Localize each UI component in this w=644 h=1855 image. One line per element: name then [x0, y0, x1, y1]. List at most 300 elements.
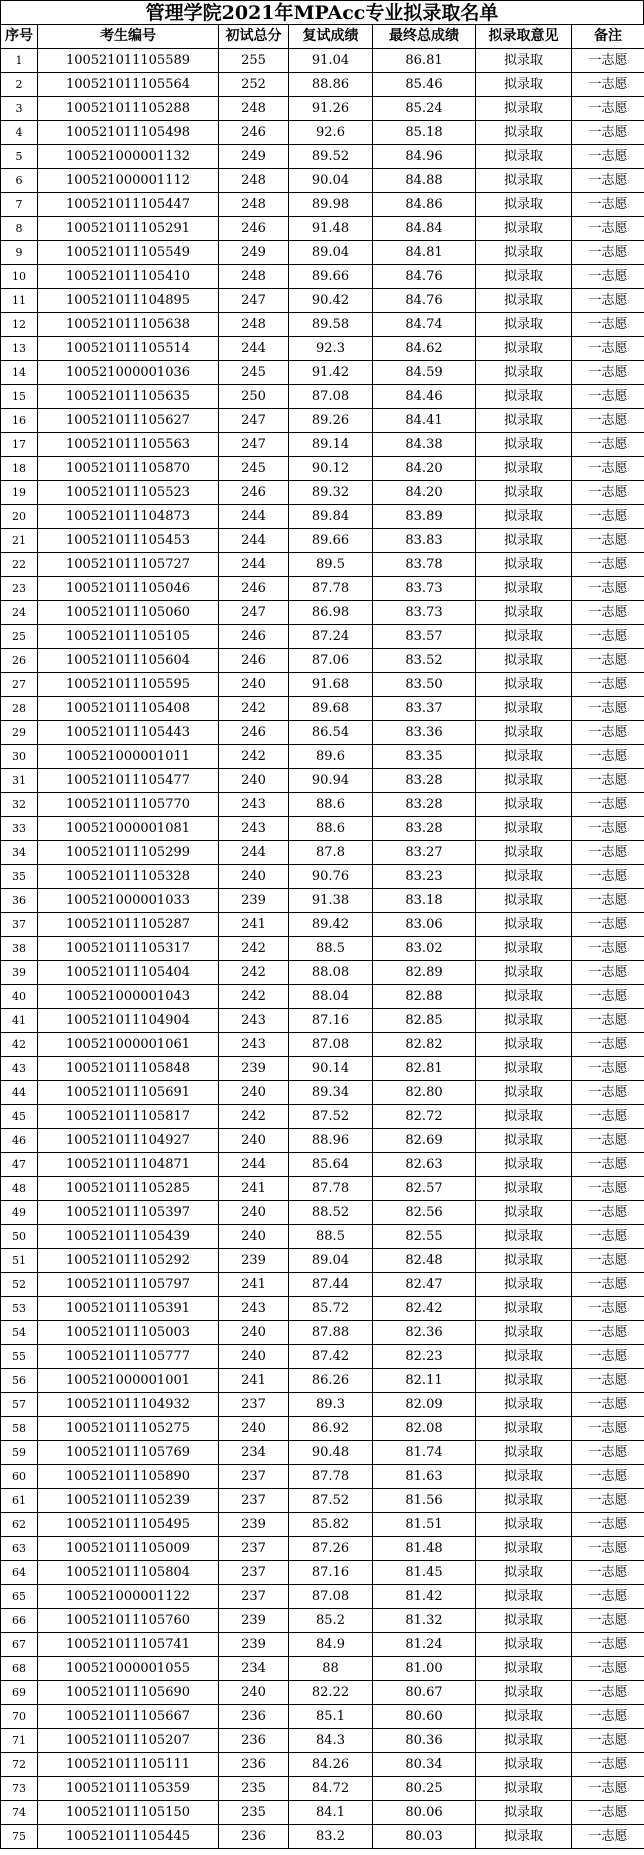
cell-admission-opinion: 拟录取	[476, 1321, 572, 1345]
cell-seq: 42	[1, 1033, 38, 1057]
cell-retest-score: 88.96	[289, 1129, 373, 1153]
cell-candidate-id: 100521011104927	[38, 1129, 219, 1153]
cell-seq: 71	[1, 1729, 38, 1753]
cell-retest-score: 87.78	[289, 1177, 373, 1201]
cell-seq: 72	[1, 1753, 38, 1777]
table-row	[1, 817, 644, 841]
cell-seq: 18	[1, 457, 38, 481]
cell-retest-score: 90.42	[289, 289, 373, 313]
cell-remarks: 一志愿	[572, 1057, 644, 1081]
cell-prelim-score: 240	[219, 1417, 289, 1441]
cell-candidate-id: 100521000001011	[38, 745, 219, 769]
cell-seq: 35	[1, 865, 38, 889]
cell-seq: 15	[1, 385, 38, 409]
cell-admission-opinion: 拟录取	[476, 1513, 572, 1537]
cell-remarks: 一志愿	[572, 1393, 644, 1417]
cell-remarks: 一志愿	[572, 601, 644, 625]
cell-prelim-score: 247	[219, 289, 289, 313]
table-row	[1, 1153, 644, 1177]
cell-candidate-id: 100521011105003	[38, 1321, 219, 1345]
cell-final-score: 82.63	[373, 1153, 476, 1177]
cell-admission-opinion: 拟录取	[476, 1225, 572, 1249]
cell-retest-score: 89.98	[289, 193, 373, 217]
cell-seq: 74	[1, 1801, 38, 1825]
cell-remarks: 一志愿	[572, 913, 644, 937]
cell-admission-opinion: 拟录取	[476, 1561, 572, 1585]
cell-candidate-id: 100521000001055	[38, 1657, 219, 1681]
cell-prelim-score: 246	[219, 649, 289, 673]
cell-remarks: 一志愿	[572, 841, 644, 865]
cell-retest-score: 86.54	[289, 721, 373, 745]
cell-final-score: 84.74	[373, 313, 476, 337]
cell-admission-opinion: 拟录取	[476, 73, 572, 97]
table-row	[1, 1417, 644, 1441]
table-row	[1, 889, 644, 913]
cell-seq: 55	[1, 1345, 38, 1369]
cell-remarks: 一志愿	[572, 1729, 644, 1753]
cell-final-score: 85.18	[373, 121, 476, 145]
cell-final-score: 82.85	[373, 1009, 476, 1033]
cell-prelim-score: 252	[219, 73, 289, 97]
cell-final-score: 82.23	[373, 1345, 476, 1369]
cell-admission-opinion: 拟录取	[476, 145, 572, 169]
cell-retest-score: 85.82	[289, 1513, 373, 1537]
cell-retest-score: 92.6	[289, 121, 373, 145]
table-row	[1, 529, 644, 553]
header-final-score: 最终总成绩	[373, 25, 476, 49]
table-row	[1, 169, 644, 193]
table-row	[1, 1081, 644, 1105]
cell-candidate-id: 100521000001001	[38, 1369, 219, 1393]
cell-admission-opinion: 拟录取	[476, 1585, 572, 1609]
cell-retest-score: 90.48	[289, 1441, 373, 1465]
table-row	[1, 1345, 644, 1369]
table-row	[1, 1657, 644, 1681]
cell-retest-score: 89.58	[289, 313, 373, 337]
cell-candidate-id: 100521000001081	[38, 817, 219, 841]
cell-remarks: 一志愿	[572, 433, 644, 457]
cell-candidate-id: 100521011105447	[38, 193, 219, 217]
table-row	[1, 145, 644, 169]
cell-prelim-score: 244	[219, 553, 289, 577]
cell-retest-score: 90.12	[289, 457, 373, 481]
cell-final-score: 83.28	[373, 817, 476, 841]
cell-admission-opinion: 拟录取	[476, 841, 572, 865]
cell-retest-score: 88.52	[289, 1201, 373, 1225]
cell-retest-score: 89.42	[289, 913, 373, 937]
cell-remarks: 一志愿	[572, 1825, 644, 1849]
cell-remarks: 一志愿	[572, 1201, 644, 1225]
table-row	[1, 961, 644, 985]
cell-seq: 50	[1, 1225, 38, 1249]
cell-remarks: 一志愿	[572, 529, 644, 553]
cell-remarks: 一志愿	[572, 289, 644, 313]
cell-remarks: 一志愿	[572, 577, 644, 601]
cell-remarks: 一志愿	[572, 673, 644, 697]
cell-final-score: 85.46	[373, 73, 476, 97]
cell-admission-opinion: 拟录取	[476, 721, 572, 745]
cell-admission-opinion: 拟录取	[476, 961, 572, 985]
cell-retest-score: 87.78	[289, 1465, 373, 1489]
cell-retest-score: 90.94	[289, 769, 373, 793]
cell-admission-opinion: 拟录取	[476, 1705, 572, 1729]
cell-admission-opinion: 拟录取	[476, 1393, 572, 1417]
cell-seq: 19	[1, 481, 38, 505]
cell-admission-opinion: 拟录取	[476, 913, 572, 937]
cell-final-score: 81.00	[373, 1657, 476, 1681]
cell-prelim-score: 236	[219, 1705, 289, 1729]
cell-candidate-id: 100521000001036	[38, 361, 219, 385]
cell-seq: 47	[1, 1153, 38, 1177]
cell-candidate-id: 100521000001033	[38, 889, 219, 913]
cell-candidate-id: 100521011105523	[38, 481, 219, 505]
cell-admission-opinion: 拟录取	[476, 649, 572, 673]
cell-admission-opinion: 拟录取	[476, 409, 572, 433]
table-row	[1, 385, 644, 409]
table-row	[1, 625, 644, 649]
cell-seq: 48	[1, 1177, 38, 1201]
cell-seq: 11	[1, 289, 38, 313]
cell-prelim-score: 246	[219, 121, 289, 145]
cell-prelim-score: 240	[219, 1225, 289, 1249]
cell-final-score: 83.73	[373, 577, 476, 601]
cell-admission-opinion: 拟录取	[476, 433, 572, 457]
cell-admission-opinion: 拟录取	[476, 1201, 572, 1225]
cell-final-score: 83.89	[373, 505, 476, 529]
cell-candidate-id: 100521011104932	[38, 1393, 219, 1417]
cell-candidate-id: 100521011105498	[38, 121, 219, 145]
cell-seq: 37	[1, 913, 38, 937]
cell-final-score: 84.41	[373, 409, 476, 433]
cell-retest-score: 91.42	[289, 361, 373, 385]
cell-prelim-score: 244	[219, 529, 289, 553]
cell-seq: 44	[1, 1081, 38, 1105]
cell-retest-score: 89.66	[289, 265, 373, 289]
cell-seq: 67	[1, 1633, 38, 1657]
cell-retest-score: 89.34	[289, 1081, 373, 1105]
cell-candidate-id: 100521011105477	[38, 769, 219, 793]
cell-prelim-score: 234	[219, 1441, 289, 1465]
cell-prelim-score: 240	[219, 865, 289, 889]
cell-retest-score: 86.98	[289, 601, 373, 625]
cell-candidate-id: 100521000001061	[38, 1033, 219, 1057]
cell-seq: 21	[1, 529, 38, 553]
cell-prelim-score: 245	[219, 361, 289, 385]
cell-admission-opinion: 拟录取	[476, 793, 572, 817]
table-row	[1, 1129, 644, 1153]
cell-remarks: 一志愿	[572, 1705, 644, 1729]
cell-admission-opinion: 拟录取	[476, 1153, 572, 1177]
cell-remarks: 一志愿	[572, 1537, 644, 1561]
cell-admission-opinion: 拟录取	[476, 577, 572, 601]
cell-prelim-score: 248	[219, 193, 289, 217]
cell-candidate-id: 100521011105595	[38, 673, 219, 697]
cell-final-score: 82.80	[373, 1081, 476, 1105]
cell-seq: 61	[1, 1489, 38, 1513]
cell-candidate-id: 100521011105317	[38, 937, 219, 961]
cell-remarks: 一志愿	[572, 1345, 644, 1369]
cell-remarks: 一志愿	[572, 1777, 644, 1801]
cell-final-score: 84.88	[373, 169, 476, 193]
cell-prelim-score: 248	[219, 169, 289, 193]
cell-candidate-id: 100521011105495	[38, 1513, 219, 1537]
cell-remarks: 一志愿	[572, 769, 644, 793]
cell-candidate-id: 100521011104895	[38, 289, 219, 313]
cell-admission-opinion: 拟录取	[476, 769, 572, 793]
cell-prelim-score: 247	[219, 409, 289, 433]
cell-candidate-id: 100521000001112	[38, 169, 219, 193]
cell-remarks: 一志愿	[572, 745, 644, 769]
cell-seq: 14	[1, 361, 38, 385]
table-row	[1, 217, 644, 241]
cell-seq: 73	[1, 1777, 38, 1801]
header-candidate-id: 考生编号	[38, 25, 219, 49]
table-row	[1, 985, 644, 1009]
table-row	[1, 1537, 644, 1561]
cell-candidate-id: 100521011105691	[38, 1081, 219, 1105]
cell-retest-score: 85.2	[289, 1609, 373, 1633]
cell-remarks: 一志愿	[572, 265, 644, 289]
cell-remarks: 一志愿	[572, 1657, 644, 1681]
cell-admission-opinion: 拟录取	[476, 505, 572, 529]
cell-final-score: 82.81	[373, 1057, 476, 1081]
cell-retest-score: 85.64	[289, 1153, 373, 1177]
page-title: 管理学院2021年MPAcc专业拟录取名单	[0, 0, 644, 24]
cell-seq: 57	[1, 1393, 38, 1417]
cell-candidate-id: 100521011105564	[38, 73, 219, 97]
cell-seq: 12	[1, 313, 38, 337]
cell-final-score: 84.76	[373, 265, 476, 289]
cell-final-score: 83.73	[373, 601, 476, 625]
cell-retest-score: 82.22	[289, 1681, 373, 1705]
table-row	[1, 1033, 644, 1057]
cell-candidate-id: 100521011105292	[38, 1249, 219, 1273]
cell-admission-opinion: 拟录取	[476, 745, 572, 769]
table-row	[1, 553, 644, 577]
cell-retest-score: 88.6	[289, 817, 373, 841]
table-row	[1, 97, 644, 121]
table-row	[1, 409, 644, 433]
cell-prelim-score: 246	[219, 721, 289, 745]
table-body	[1, 49, 644, 1849]
header-retest-score: 复试成绩	[289, 25, 373, 49]
cell-seq: 63	[1, 1537, 38, 1561]
cell-final-score: 81.24	[373, 1633, 476, 1657]
cell-remarks: 一志愿	[572, 961, 644, 985]
cell-candidate-id: 100521011105046	[38, 577, 219, 601]
cell-seq: 25	[1, 625, 38, 649]
cell-retest-score: 84.1	[289, 1801, 373, 1825]
cell-admission-opinion: 拟录取	[476, 1033, 572, 1057]
table-header-row	[1, 25, 644, 49]
cell-remarks: 一志愿	[572, 889, 644, 913]
cell-seq: 26	[1, 649, 38, 673]
cell-prelim-score: 236	[219, 1753, 289, 1777]
cell-remarks: 一志愿	[572, 1249, 644, 1273]
cell-admission-opinion: 拟录取	[476, 1729, 572, 1753]
cell-final-score: 83.02	[373, 937, 476, 961]
table-row	[1, 505, 644, 529]
cell-remarks: 一志愿	[572, 1273, 644, 1297]
cell-final-score: 84.38	[373, 433, 476, 457]
cell-final-score: 81.48	[373, 1537, 476, 1561]
cell-retest-score: 87.26	[289, 1537, 373, 1561]
cell-seq: 7	[1, 193, 38, 217]
cell-seq: 4	[1, 121, 38, 145]
cell-remarks: 一志愿	[572, 169, 644, 193]
cell-final-score: 82.72	[373, 1105, 476, 1129]
table-row	[1, 1273, 644, 1297]
cell-seq: 69	[1, 1681, 38, 1705]
table-row	[1, 121, 644, 145]
cell-retest-score: 89.68	[289, 697, 373, 721]
table-row	[1, 433, 644, 457]
cell-remarks: 一志愿	[572, 625, 644, 649]
table-row	[1, 841, 644, 865]
table-row	[1, 769, 644, 793]
cell-candidate-id: 100521011105769	[38, 1441, 219, 1465]
cell-seq: 53	[1, 1297, 38, 1321]
cell-final-score: 81.32	[373, 1609, 476, 1633]
cell-final-score: 82.11	[373, 1369, 476, 1393]
cell-remarks: 一志愿	[572, 1801, 644, 1825]
cell-prelim-score: 246	[219, 481, 289, 505]
cell-seq: 56	[1, 1369, 38, 1393]
cell-prelim-score: 242	[219, 937, 289, 961]
cell-admission-opinion: 拟录取	[476, 1825, 572, 1849]
cell-remarks: 一志愿	[572, 241, 644, 265]
cell-prelim-score: 239	[219, 1513, 289, 1537]
cell-retest-score: 87.24	[289, 625, 373, 649]
cell-prelim-score: 246	[219, 625, 289, 649]
cell-retest-score: 84.3	[289, 1729, 373, 1753]
cell-admission-opinion: 拟录取	[476, 97, 572, 121]
cell-remarks: 一志愿	[572, 1489, 644, 1513]
cell-admission-opinion: 拟录取	[476, 673, 572, 697]
cell-seq: 54	[1, 1321, 38, 1345]
cell-final-score: 84.20	[373, 481, 476, 505]
cell-final-score: 84.81	[373, 241, 476, 265]
cell-prelim-score: 237	[219, 1489, 289, 1513]
cell-final-score: 80.25	[373, 1777, 476, 1801]
header-remarks: 备注	[572, 25, 644, 49]
cell-remarks: 一志愿	[572, 793, 644, 817]
cell-remarks: 一志愿	[572, 49, 644, 73]
cell-seq: 28	[1, 697, 38, 721]
cell-admission-opinion: 拟录取	[476, 457, 572, 481]
cell-candidate-id: 100521000001122	[38, 1585, 219, 1609]
cell-candidate-id: 100521011105549	[38, 241, 219, 265]
cell-prelim-score: 242	[219, 961, 289, 985]
cell-admission-opinion: 拟录取	[476, 385, 572, 409]
cell-seq: 52	[1, 1273, 38, 1297]
cell-admission-opinion: 拟录取	[476, 601, 572, 625]
cell-seq: 27	[1, 673, 38, 697]
cell-prelim-score: 240	[219, 1345, 289, 1369]
cell-admission-opinion: 拟录取	[476, 1801, 572, 1825]
table-row	[1, 1585, 644, 1609]
table-row	[1, 1609, 644, 1633]
cell-seq: 58	[1, 1417, 38, 1441]
cell-remarks: 一志愿	[572, 1633, 644, 1657]
cell-seq: 9	[1, 241, 38, 265]
cell-admission-opinion: 拟录取	[476, 265, 572, 289]
table-row	[1, 865, 644, 889]
cell-retest-score: 87.08	[289, 1585, 373, 1609]
cell-seq: 3	[1, 97, 38, 121]
cell-final-score: 80.34	[373, 1753, 476, 1777]
cell-final-score: 82.08	[373, 1417, 476, 1441]
cell-remarks: 一志愿	[572, 337, 644, 361]
cell-retest-score: 89.66	[289, 529, 373, 553]
cell-retest-score: 86.92	[289, 1417, 373, 1441]
cell-prelim-score: 236	[219, 1729, 289, 1753]
cell-remarks: 一志愿	[572, 1561, 644, 1585]
cell-prelim-score: 240	[219, 1129, 289, 1153]
cell-candidate-id: 100521011105410	[38, 265, 219, 289]
cell-retest-score: 89.5	[289, 553, 373, 577]
cell-remarks: 一志愿	[572, 1177, 644, 1201]
cell-prelim-score: 240	[219, 1201, 289, 1225]
cell-final-score: 83.18	[373, 889, 476, 913]
cell-admission-opinion: 拟录取	[476, 1369, 572, 1393]
cell-prelim-score: 241	[219, 913, 289, 937]
cell-admission-opinion: 拟录取	[476, 337, 572, 361]
table-row	[1, 1705, 644, 1729]
cell-prelim-score: 255	[219, 49, 289, 73]
cell-final-score: 83.37	[373, 697, 476, 721]
cell-retest-score: 88.5	[289, 937, 373, 961]
cell-candidate-id: 100521011105150	[38, 1801, 219, 1825]
cell-retest-score: 89.3	[289, 1393, 373, 1417]
cell-retest-score: 90.14	[289, 1057, 373, 1081]
cell-retest-score: 87.16	[289, 1009, 373, 1033]
cell-final-score: 86.81	[373, 49, 476, 73]
cell-final-score: 80.60	[373, 1705, 476, 1729]
cell-candidate-id: 100521011105445	[38, 1825, 219, 1849]
cell-final-score: 83.78	[373, 553, 476, 577]
table-row	[1, 745, 644, 769]
cell-remarks: 一志愿	[572, 553, 644, 577]
cell-seq: 23	[1, 577, 38, 601]
cell-admission-opinion: 拟录取	[476, 49, 572, 73]
cell-retest-score: 86.26	[289, 1369, 373, 1393]
cell-admission-opinion: 拟录取	[476, 1609, 572, 1633]
table-row	[1, 1249, 644, 1273]
cell-admission-opinion: 拟录取	[476, 1129, 572, 1153]
cell-candidate-id: 100521011105777	[38, 1345, 219, 1369]
cell-final-score: 82.09	[373, 1393, 476, 1417]
cell-admission-opinion: 拟录取	[476, 529, 572, 553]
table-row	[1, 337, 644, 361]
cell-remarks: 一志愿	[572, 361, 644, 385]
cell-prelim-score: 246	[219, 577, 289, 601]
cell-remarks: 一志愿	[572, 1081, 644, 1105]
table-row	[1, 913, 644, 937]
table-row	[1, 289, 644, 313]
cell-retest-score: 89.26	[289, 409, 373, 433]
cell-prelim-score: 248	[219, 265, 289, 289]
cell-seq: 65	[1, 1585, 38, 1609]
table-row	[1, 241, 644, 265]
cell-seq: 66	[1, 1609, 38, 1633]
cell-admission-opinion: 拟录取	[476, 1273, 572, 1297]
cell-seq: 31	[1, 769, 38, 793]
cell-seq: 68	[1, 1657, 38, 1681]
table-row	[1, 1561, 644, 1585]
cell-remarks: 一志愿	[572, 1153, 644, 1177]
cell-prelim-score: 237	[219, 1561, 289, 1585]
